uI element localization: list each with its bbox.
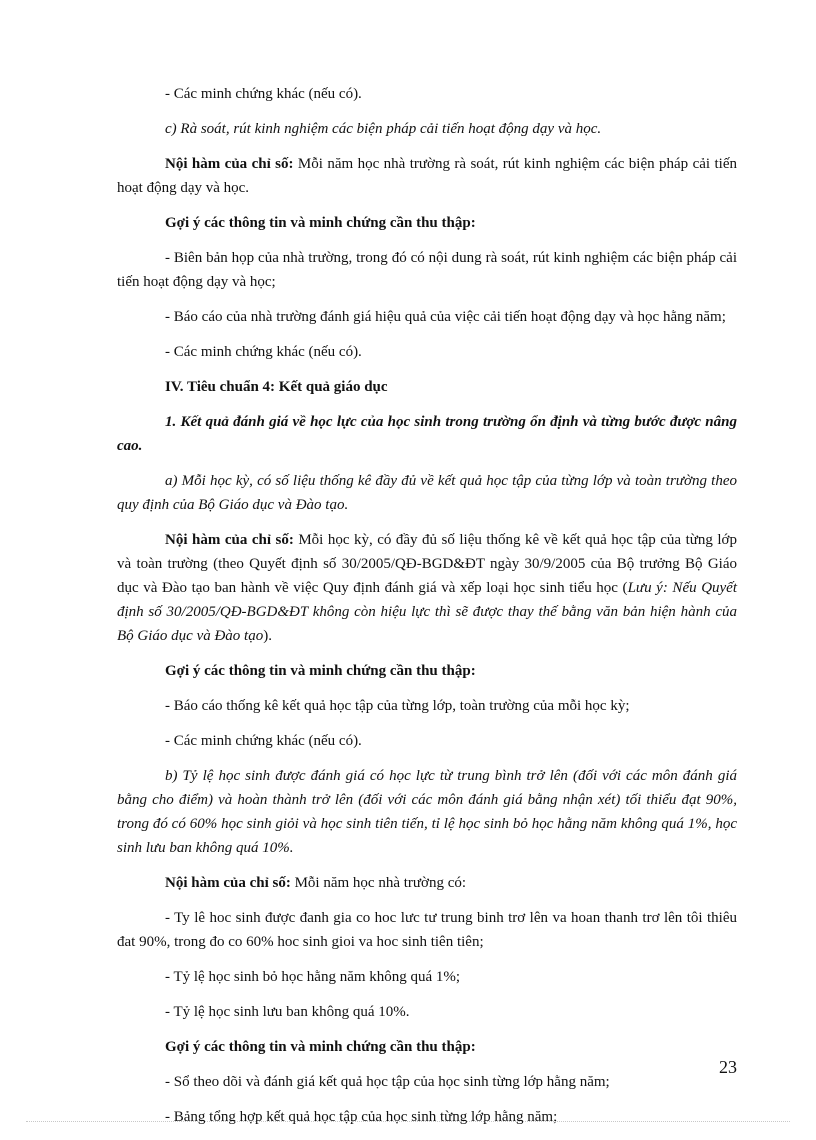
meaning-item: - Ty lê hoc sinh được đanh gia co hoc lưc tư trung binh trơ lên va hoan thanh trơ lên tôi thiêu đat 90%, trong đo co 60% hoc sinh gioi va hoc sinh tiên tiên; bbox=[117, 910, 737, 950]
evidence-item: - Báo cáo của nhà trường đánh giá hiệu quả của việc cải tiến hoạt động dạy và học hằng năm; bbox=[165, 309, 726, 325]
evidence-item: - Sổ theo dõi và đánh giá kết quả học tập của học sinh từng lớp hằng năm; bbox=[165, 1074, 610, 1090]
evidence-item: - Các minh chứng khác (nếu có). bbox=[165, 344, 362, 360]
indicator-meaning-label: Nội hàm của chỉ số: bbox=[165, 532, 294, 548]
indicator-meaning-label: Nội hàm của chỉ số: bbox=[165, 156, 294, 172]
indicator-heading: c) Rà soát, rút kinh nghiệm các biện pháp cải tiến hoạt động dạy và học. bbox=[165, 121, 602, 137]
evidence-heading: Gợi ý các thông tin và minh chứng cần thu thập: bbox=[165, 663, 476, 679]
evidence-heading: Gợi ý các thông tin và minh chứng cần thu thập: bbox=[165, 215, 476, 231]
indicator-meaning bbox=[117, 871, 737, 895]
evidence-item: - Báo cáo thống kê kết quả học tập của từng lớp, toàn trường của mỗi học kỳ; bbox=[165, 698, 630, 714]
evidence-item: - Các minh chứng khác (nếu có). bbox=[165, 86, 362, 102]
evidence-item: - Biên bản họp của nhà trường, trong đó có nội dung rà soát, rút kinh nghiệm các biện pháp cải tiến hoạt động dạy và học; bbox=[117, 250, 737, 290]
indicator-heading: a) Mỗi học kỳ, có số liệu thống kê đầy đủ về kết quả học tập của từng lớp và toàn trường theo quy định của Bộ Giáo dục và Đào tạo. bbox=[117, 473, 737, 513]
page-bottom-divider bbox=[26, 1121, 790, 1122]
criterion-heading: 1. Kết quả đánh giá về học lực của học sinh trong trường ổn định và từng bước được nâng cao. bbox=[117, 414, 737, 454]
indicator-heading: b) Tỷ lệ học sinh được đánh giá có học lực từ trung bình trở lên (đối với các môn đánh giá bằng cho điểm) và hoàn thành trở lên (đối với các môn đánh giá bằng nhận xét) tối thiểu đạt 90%, trong đó có 60% học sinh giỏi và học sinh tiên tiến, tỉ lệ học sinh bỏ học hằng năm không quá 1%, học sinh lưu ban không quá 10%. bbox=[117, 768, 737, 856]
indicator-note: Lưu ý: Nếu Quyết định số 30/2005/QĐ-BGD&ĐT không còn hiệu lực thì sẽ được thay thế bằng văn bản hiện hành của Bộ Giáo dục và Đào tạo bbox=[117, 580, 738, 644]
indicator-meaning bbox=[117, 152, 737, 200]
section-heading: IV. Tiêu chuẩn 4: Kết quả giáo dục bbox=[165, 379, 388, 395]
indicator-meaning-text: Mỗi học kỳ, có đầy đủ số liệu thống kê về kết quả học tập của từng lớp và toàn trường (theo Quyết định số 30/2005/QĐ-BGD&ĐT ngày 30/9/2005 của Bộ trưởng Bộ Giáo dục và Đào tạo ban hành về việc Quy định đánh giá và xếp loại học sinh tiểu học ( bbox=[117, 532, 737, 596]
indicator-note-close: ). bbox=[263, 628, 272, 644]
indicator-meaning-label: Nội hàm của chỉ số: bbox=[165, 875, 291, 891]
meaning-item: - Tỷ lệ học sinh lưu ban không quá 10%. bbox=[165, 1004, 410, 1020]
indicator-meaning-text: Mỗi năm học nhà trường rà soát, rút kinh nghiệm các biện pháp cải tiến hoạt động dạy và học. bbox=[117, 156, 737, 196]
page-number: 23 bbox=[719, 1057, 737, 1077]
document-body bbox=[117, 82, 737, 1140]
evidence-item: - Các minh chứng khác (nếu có). bbox=[165, 733, 362, 749]
evidence-item: - Bảng tổng hợp kết quả học tập của học sinh từng lớp hằng năm; bbox=[165, 1109, 558, 1125]
evidence-heading: Gợi ý các thông tin và minh chứng cần thu thập: bbox=[165, 1039, 476, 1055]
indicator-meaning bbox=[117, 528, 737, 648]
meaning-item: - Tỷ lệ học sinh bỏ học hằng năm không quá 1%; bbox=[165, 969, 461, 985]
indicator-meaning-text: Mỗi năm học nhà trường có: bbox=[290, 875, 467, 891]
